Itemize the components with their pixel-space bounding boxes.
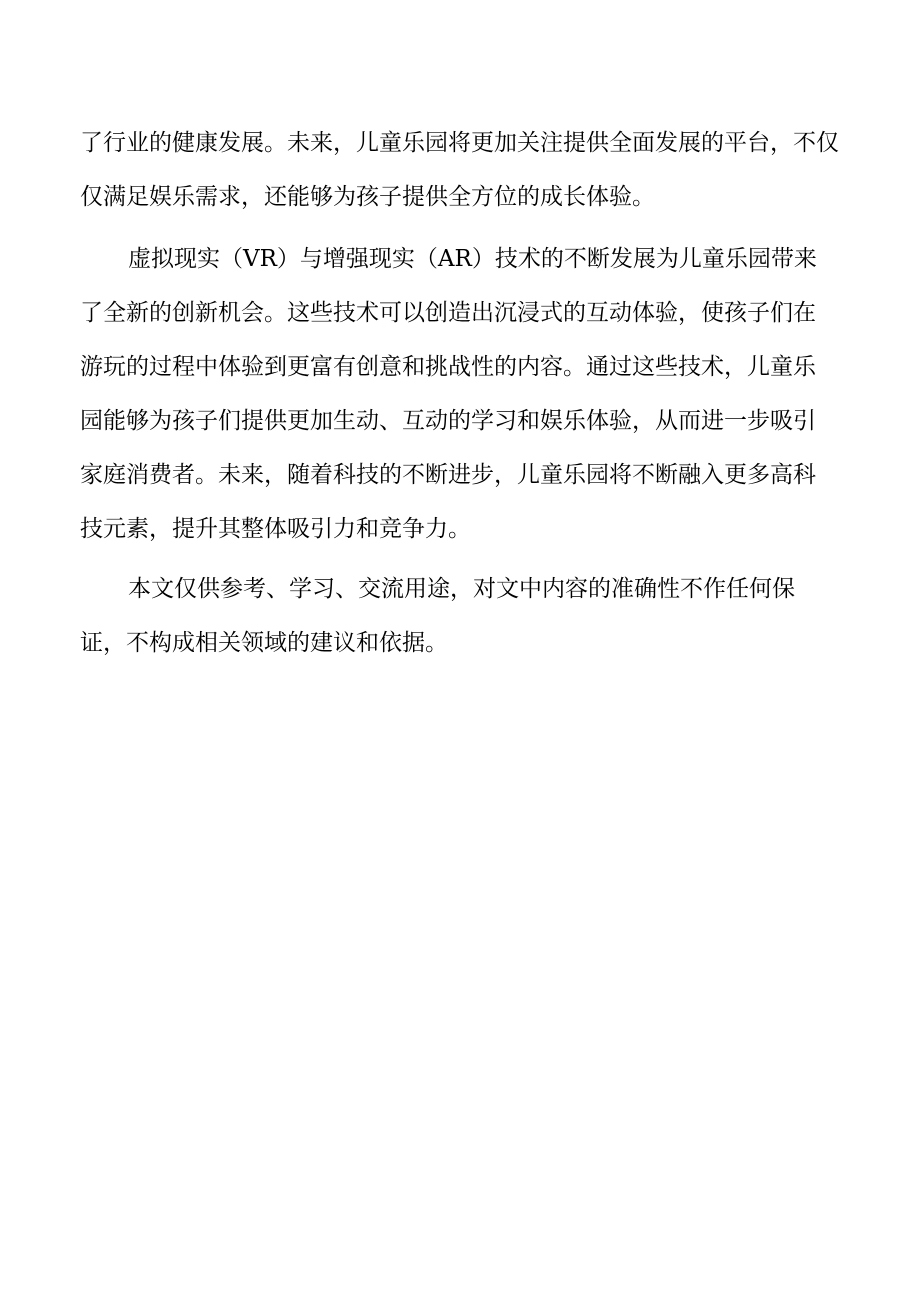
text-line: 游玩的过程中体验到更富有创意和挑战性的内容。通过这些技术，儿童乐 (80, 354, 816, 380)
text-line: 证，不构成相关领域的建议和依据。 (80, 630, 448, 656)
text-line: 家庭消费者。未来，随着科技的不断进步，儿童乐园将不断融入更多高科 (80, 462, 816, 488)
paragraph-vr-ar (80, 232, 844, 556)
paragraph-continuation (80, 116, 844, 224)
text-line: 本文仅供参考、学习、交流用途，对文中内容的准确性不作任何保 (128, 576, 795, 602)
text-line: 了行业的健康发展。未来，儿童乐园将更加关注提供全面发展的平台，不仅 (80, 130, 839, 156)
text-line: 仅满足娱乐需求，还能够为孩子提供全方位的成长体验。 (80, 184, 655, 210)
paragraph-disclaimer (80, 562, 844, 670)
text-line: 虚拟现实（VR）与增强现实（AR）技术的不断发展为儿童乐园带来 (128, 246, 817, 272)
text-line: 了全新的创新机会。这些技术可以创造出沉浸式的互动体验，使孩子们在 (80, 300, 816, 326)
text-line: 园能够为孩子们提供更加生动、互动的学习和娱乐体验，从而进一步吸引 (80, 408, 816, 434)
document-body (80, 116, 844, 670)
text-line: 技元素，提升其整体吸引力和竞争力。 (80, 516, 471, 542)
